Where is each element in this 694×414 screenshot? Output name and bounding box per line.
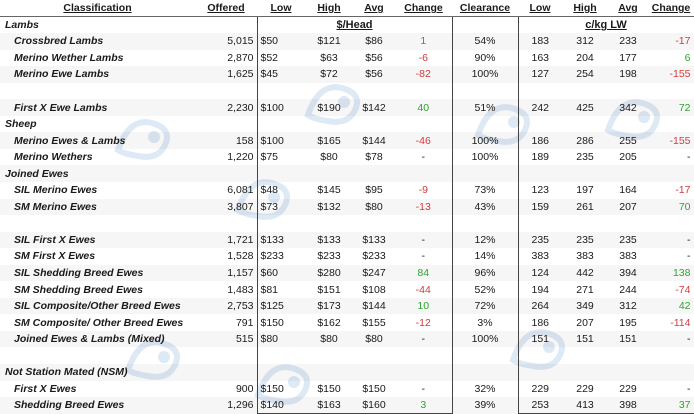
- empty-cell: [353, 215, 395, 232]
- unit-lw-label: c/kg LW: [518, 17, 694, 34]
- lw-avg-cell: 195: [619, 316, 637, 329]
- lw-avg-cell: 164: [619, 184, 637, 197]
- clearance-cell: 52%: [474, 283, 496, 296]
- empty-cell: [648, 347, 694, 364]
- classification-cell: First X Ewes: [14, 382, 77, 395]
- lw-change-cell: -: [648, 232, 694, 249]
- clearance-cell: 39%: [452, 397, 518, 414]
- lw-high-cell: 349: [562, 298, 608, 315]
- empty-cell: [608, 83, 648, 100]
- head-avg-cell: $247: [353, 265, 395, 282]
- lw-avg-cell: 398: [608, 397, 648, 414]
- clearance-cell: 100%: [452, 132, 518, 149]
- head-change-cell: -44: [395, 281, 452, 298]
- empty-cell: [257, 165, 305, 182]
- head-change-cell: -6: [395, 50, 452, 67]
- lw-low-cell: 229: [518, 381, 562, 398]
- empty-cell: [518, 347, 562, 364]
- empty-cell: [648, 83, 694, 100]
- lw-low-cell: 123: [518, 182, 562, 199]
- offered-cell: 1,483: [227, 283, 254, 296]
- head-low-cell: $73: [257, 199, 305, 216]
- head-change-cell: 84: [395, 265, 452, 282]
- empty-cell: [257, 364, 305, 381]
- empty-cell: [305, 364, 353, 381]
- section-row: [0, 116, 694, 133]
- header-avg: Avg: [353, 0, 395, 17]
- empty-cell: [0, 83, 195, 100]
- classification-cell: First X Ewe Lambs: [0, 99, 195, 116]
- lw-avg-cell: 177: [619, 51, 637, 64]
- section-label: Not Station Mated (NSM): [0, 364, 195, 381]
- header-clearance: Clearance: [452, 0, 518, 17]
- head-low-cell: $140: [257, 397, 305, 414]
- classification-cell: SM Composite/ Other Breed Ewes: [14, 316, 184, 329]
- classification-cell: Merino Wether Lambs: [14, 51, 124, 64]
- head-low-cell: $150: [257, 314, 305, 331]
- table-row: [0, 331, 694, 348]
- head-change-cell: 3: [395, 397, 452, 414]
- empty-cell: [452, 116, 518, 133]
- classification-cell: SIL Merino Ewes: [14, 184, 98, 197]
- lw-change-cell: -: [648, 248, 694, 265]
- table-row: [0, 298, 694, 315]
- empty-cell: [648, 364, 694, 381]
- head-change-cell: 10: [395, 298, 452, 315]
- clearance-cell: 54%: [452, 33, 518, 50]
- lw-change-cell: 37: [648, 397, 694, 414]
- classification-cell: Merino Ewes & Lambs: [0, 132, 195, 149]
- clearance-cell: 100%: [452, 66, 518, 83]
- lw-avg-cell: 233: [608, 33, 648, 50]
- lw-avg-cell: 342: [608, 99, 648, 116]
- head-avg-cell: $56: [353, 66, 395, 83]
- head-avg-cell: $56: [365, 51, 383, 64]
- spacer-row: [0, 347, 694, 364]
- head-change-cell: 40: [395, 99, 452, 116]
- lw-low-cell: 127: [518, 66, 562, 83]
- empty-cell: [195, 17, 257, 34]
- empty-cell: [353, 165, 395, 182]
- empty-cell: [395, 116, 452, 133]
- header-lw-avg: Avg: [608, 0, 648, 17]
- head-low-cell: $50: [257, 33, 305, 50]
- empty-cell: [518, 364, 562, 381]
- lw-avg-cell: 207: [608, 199, 648, 216]
- head-avg-cell: $144: [353, 298, 395, 315]
- head-change-cell: -13: [395, 199, 452, 216]
- lw-change-cell: -: [648, 381, 694, 398]
- lw-high-cell: 235: [576, 151, 594, 164]
- empty-cell: [305, 165, 353, 182]
- head-low-cell: $80: [257, 331, 305, 348]
- clearance-cell: 90%: [474, 51, 496, 64]
- section-label: Joined Ewes: [0, 165, 195, 182]
- lw-high-cell: 229: [576, 382, 594, 395]
- empty-cell: [608, 215, 648, 232]
- classification-cell: SM Shedding Breed Ewes: [14, 283, 143, 296]
- lw-avg-cell: 198: [608, 66, 648, 83]
- empty-cell: [648, 116, 694, 133]
- lw-change-cell: -: [648, 149, 694, 166]
- empty-cell: [518, 116, 562, 133]
- head-low-cell: $60: [257, 265, 305, 282]
- head-change-cell: -: [395, 149, 452, 166]
- lw-avg-cell: 205: [619, 151, 637, 164]
- empty-cell: [195, 347, 257, 364]
- empty-cell: [562, 116, 608, 133]
- lw-avg-cell: 235: [608, 232, 648, 249]
- empty-cell: [305, 116, 353, 133]
- lw-high-cell: 383: [576, 250, 594, 263]
- empty-cell: [452, 347, 518, 364]
- header-lw-low: Low: [518, 0, 562, 17]
- lw-high-cell: 271: [576, 283, 594, 296]
- offered-cell: 5,015: [195, 33, 257, 50]
- head-low-cell: $81: [257, 281, 305, 298]
- lw-avg-cell: 394: [608, 265, 648, 282]
- head-avg-cell: $80: [353, 331, 395, 348]
- offered-cell: 1,220: [227, 151, 254, 164]
- empty-cell: [608, 347, 648, 364]
- lw-change-cell: 138: [648, 265, 694, 282]
- head-low-cell: $100: [257, 132, 305, 149]
- spacer-row: [0, 215, 694, 232]
- offered-cell: 3,807: [195, 199, 257, 216]
- lw-low-cell: 151: [518, 331, 562, 348]
- head-high-cell: $163: [305, 397, 353, 414]
- lw-change-cell: -: [648, 331, 694, 348]
- offered-cell: 515: [195, 331, 257, 348]
- head-avg-cell: $155: [362, 316, 386, 329]
- head-avg-cell: $80: [353, 199, 395, 216]
- offered-cell: 1,157: [195, 265, 257, 282]
- lw-low-cell: 186: [518, 132, 562, 149]
- classification-cell: Merino Wethers: [14, 151, 93, 164]
- clearance-cell: 32%: [474, 382, 496, 395]
- clearance-cell: 72%: [452, 298, 518, 315]
- lw-low-cell: 183: [518, 33, 562, 50]
- offered-cell: 791: [235, 316, 254, 329]
- lw-high-cell: 254: [562, 66, 608, 83]
- empty-cell: [305, 215, 353, 232]
- lw-change-cell: 6: [648, 50, 694, 67]
- lw-low-cell: 124: [518, 265, 562, 282]
- header-high: High: [305, 0, 353, 17]
- head-high-cell: $165: [305, 132, 353, 149]
- head-change-cell: -: [395, 248, 452, 265]
- head-avg-cell: $144: [353, 132, 395, 149]
- lw-low-cell: 163: [518, 50, 562, 67]
- head-high-cell: $121: [305, 33, 353, 50]
- head-change-cell: -82: [395, 66, 452, 83]
- offered-cell: 2,870: [227, 51, 254, 64]
- section-label: Sheep: [5, 118, 37, 131]
- lw-change-cell: -17: [648, 182, 694, 199]
- lw-high-cell: 312: [562, 33, 608, 50]
- empty-cell: [257, 116, 305, 133]
- section-row: [0, 165, 694, 182]
- table-row: [0, 248, 694, 265]
- empty-cell: [395, 347, 452, 364]
- head-low-cell: $48: [257, 182, 305, 199]
- clearance-cell: 73%: [474, 184, 496, 197]
- head-high-cell: $80: [305, 331, 353, 348]
- clearance-cell: 12%: [452, 232, 518, 249]
- clearance-cell: 51%: [452, 99, 518, 116]
- empty-cell: [257, 83, 305, 100]
- header-low: Low: [257, 0, 305, 17]
- lw-low-cell: 235: [518, 232, 562, 249]
- offered-cell: 1,528: [227, 250, 254, 263]
- head-change-cell: 1: [395, 33, 452, 50]
- table-row: [0, 66, 694, 83]
- classification-cell: SIL First X Ewes: [0, 232, 195, 249]
- classification-cell: Crossbred Lambs: [0, 33, 195, 50]
- head-avg-cell: $95: [365, 184, 383, 197]
- classification-cell: SIL Composite/Other Breed Ewes: [0, 298, 195, 315]
- head-high-cell: $162: [317, 316, 341, 329]
- empty-cell: [353, 83, 395, 100]
- classification-cell: Shedding Breed Ewes: [0, 397, 195, 414]
- empty-cell: [608, 116, 648, 133]
- lw-change-cell: 42: [648, 298, 694, 315]
- table-row: [0, 381, 694, 398]
- head-change-cell: -12: [395, 314, 452, 331]
- table-row: [0, 199, 694, 216]
- lw-low-cell: 242: [518, 99, 562, 116]
- header-change: Change: [395, 0, 452, 17]
- classification-cell: SM First X Ewes: [14, 250, 96, 263]
- empty-cell: [562, 165, 608, 182]
- lw-change-cell: -155: [648, 66, 694, 83]
- classification-cell: Joined Ewes & Lambs (Mixed): [0, 331, 195, 348]
- section-label: Lambs: [5, 19, 39, 32]
- head-low-cell: $133: [257, 232, 305, 249]
- empty-cell: [353, 347, 395, 364]
- empty-cell: [518, 165, 562, 182]
- lw-avg-cell: 255: [608, 132, 648, 149]
- header-lw-change: Change: [648, 0, 694, 17]
- lw-change-cell: 72: [648, 99, 694, 116]
- table-row: [0, 50, 694, 67]
- table-row: [0, 149, 694, 166]
- head-avg-cell: $150: [362, 382, 386, 395]
- head-high-cell: $190: [305, 99, 353, 116]
- offered-cell: 2,753: [195, 298, 257, 315]
- lw-high-cell: 261: [562, 199, 608, 216]
- lw-low-cell: 189: [518, 149, 562, 166]
- head-high-cell: $145: [317, 184, 341, 197]
- clearance-cell: 14%: [474, 250, 496, 263]
- head-avg-cell: $78: [365, 151, 383, 164]
- empty-cell: [395, 165, 452, 182]
- head-high-cell: $233: [317, 250, 341, 263]
- table-row: [0, 132, 694, 149]
- empty-cell: [195, 116, 257, 133]
- head-avg-cell: $133: [353, 232, 395, 249]
- lw-high-cell: 204: [576, 51, 594, 64]
- clearance-cell: 3%: [477, 316, 493, 329]
- head-avg-cell: $108: [362, 283, 386, 296]
- lw-low-cell: 186: [518, 314, 562, 331]
- empty-cell: [257, 215, 305, 232]
- empty-cell: [648, 215, 694, 232]
- lw-high-cell: 413: [562, 397, 608, 414]
- table-row: [0, 182, 694, 199]
- empty-cell: [562, 364, 608, 381]
- lw-high-cell: 442: [562, 265, 608, 282]
- clearance-cell: 100%: [452, 331, 518, 348]
- empty-cell: [195, 83, 257, 100]
- head-change-cell: -: [395, 381, 452, 398]
- empty-cell: [452, 83, 518, 100]
- table-row: [0, 314, 694, 331]
- empty-cell: [395, 364, 452, 381]
- head-avg-cell: $233: [362, 250, 386, 263]
- section-row: [0, 364, 694, 381]
- header-classification: Classification: [0, 0, 195, 17]
- lw-high-cell: 207: [576, 316, 594, 329]
- empty-cell: [562, 215, 608, 232]
- head-low-cell: $125: [257, 298, 305, 315]
- lw-high-cell: 151: [562, 331, 608, 348]
- head-high-cell: $133: [305, 232, 353, 249]
- table-row: [0, 281, 694, 298]
- head-change-cell: -9: [395, 182, 452, 199]
- offered-cell: 1,721: [195, 232, 257, 249]
- empty-cell: [518, 83, 562, 100]
- lw-high-cell: 197: [576, 184, 594, 197]
- offered-cell: 6,081: [227, 184, 254, 197]
- empty-cell: [195, 165, 257, 182]
- offered-cell: 900: [235, 382, 254, 395]
- empty-cell: [195, 215, 257, 232]
- table-row: [0, 397, 694, 414]
- offered-cell: 2,230: [195, 99, 257, 116]
- offered-cell: 1,296: [195, 397, 257, 414]
- lw-avg-cell: 151: [608, 331, 648, 348]
- empty-cell: [452, 165, 518, 182]
- head-high-cell: $63: [320, 51, 338, 64]
- lw-avg-cell: 229: [619, 382, 637, 395]
- column-header-row: [0, 0, 694, 17]
- table-row: [0, 99, 694, 116]
- head-high-cell: $151: [317, 283, 341, 296]
- empty-cell: [648, 165, 694, 182]
- lw-low-cell: 159: [518, 199, 562, 216]
- header-offered: Offered: [195, 0, 257, 17]
- head-low-cell: $233: [257, 248, 305, 265]
- lw-high-cell: 286: [562, 132, 608, 149]
- lw-change-cell: -114: [648, 314, 694, 331]
- lw-change-cell: -155: [648, 132, 694, 149]
- lw-high-cell: 425: [562, 99, 608, 116]
- lw-low-cell: 194: [518, 281, 562, 298]
- head-low-cell: $52: [257, 50, 305, 67]
- empty-cell: [395, 215, 452, 232]
- offered-cell: 158: [195, 132, 257, 149]
- empty-cell: [257, 347, 305, 364]
- table-row: [0, 265, 694, 282]
- lw-avg-cell: 312: [608, 298, 648, 315]
- head-avg-cell: $160: [353, 397, 395, 414]
- head-high-cell: $132: [305, 199, 353, 216]
- clearance-cell: 96%: [452, 265, 518, 282]
- lw-low-cell: 253: [518, 397, 562, 414]
- lw-high-cell: 235: [562, 232, 608, 249]
- head-change-cell: -: [395, 331, 452, 348]
- head-high-cell: $173: [305, 298, 353, 315]
- classification-cell: Merino Ewe Lambs: [0, 66, 195, 83]
- empty-cell: [353, 116, 395, 133]
- head-high-cell: $150: [317, 382, 341, 395]
- head-low-cell: $75: [257, 149, 305, 166]
- offered-cell: 1,625: [195, 66, 257, 83]
- empty-cell: [353, 364, 395, 381]
- lw-low-cell: 383: [518, 248, 562, 265]
- head-avg-cell: $142: [353, 99, 395, 116]
- unit-head-label: $/Head: [257, 17, 452, 34]
- lw-change-cell: 70: [648, 199, 694, 216]
- clearance-cell: 43%: [452, 199, 518, 216]
- head-change-cell: -: [395, 232, 452, 249]
- empty-cell: [608, 165, 648, 182]
- empty-cell: [305, 347, 353, 364]
- empty-cell: [452, 215, 518, 232]
- spacer-row: [0, 83, 694, 100]
- table-row: [0, 33, 694, 50]
- clearance-cell: 100%: [471, 151, 499, 164]
- empty-cell: [452, 17, 518, 34]
- header-lw-high: High: [562, 0, 608, 17]
- empty-cell: [608, 364, 648, 381]
- head-low-cell: $100: [257, 99, 305, 116]
- lw-low-cell: 264: [518, 298, 562, 315]
- head-high-cell: $72: [305, 66, 353, 83]
- head-low-cell: $45: [257, 66, 305, 83]
- empty-cell: [305, 83, 353, 100]
- empty-cell: [395, 83, 452, 100]
- empty-cell: [518, 215, 562, 232]
- empty-cell: [562, 347, 608, 364]
- empty-cell: [452, 364, 518, 381]
- head-change-cell: -46: [395, 132, 452, 149]
- empty-cell: [562, 83, 608, 100]
- head-high-cell: $280: [305, 265, 353, 282]
- section-row: [0, 17, 694, 34]
- classification-cell: SM Merino Ewes: [0, 199, 195, 216]
- head-high-cell: $80: [320, 151, 338, 164]
- head-avg-cell: $86: [353, 33, 395, 50]
- table-row: [0, 232, 694, 249]
- classification-cell: SIL Shedding Breed Ewes: [0, 265, 195, 282]
- lw-change-cell: -74: [648, 281, 694, 298]
- empty-cell: [195, 364, 257, 381]
- lw-avg-cell: 383: [619, 250, 637, 263]
- lw-change-cell: -17: [648, 33, 694, 50]
- head-low-cell: $150: [257, 381, 305, 398]
- empty-cell: [0, 215, 195, 232]
- empty-cell: [0, 347, 195, 364]
- lw-avg-cell: 244: [619, 283, 637, 296]
